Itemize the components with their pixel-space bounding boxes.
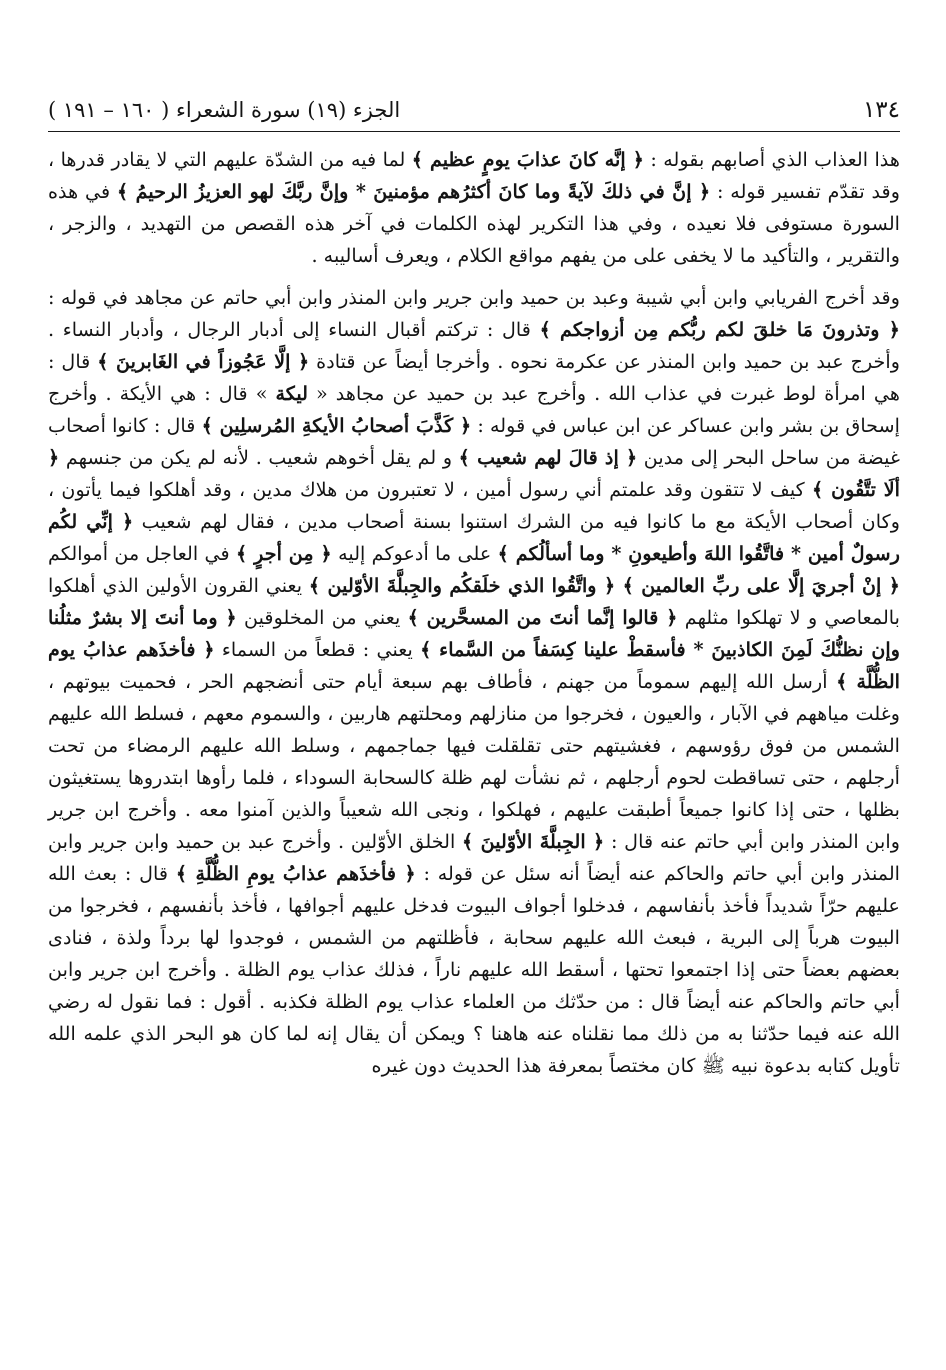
paragraph-text: وقد أخرج الفريابي وابن أبي شيبة وعبد بن حميد وابن جرير وابن المنذر وابن أبي حاتم عن مجاهد في قوله : xyxy=(48,286,900,309)
quran-verse: ﴿ فأخذَهم عذابُ يومِ الظُّلَّةِ ﴾ xyxy=(175,862,416,885)
quran-verse: ﴿ إذ قالَ لهم شعيب ﴾ xyxy=(458,446,638,469)
quran-verse: ﴿ وتذرونَ مَا خلقَ لكم ربُّكم مِن أزواجكم ﴾ xyxy=(539,318,901,341)
paragraph-text: في العاجل من أموالكم xyxy=(48,542,236,565)
paragraph-text: الخلق الأوّلين . وأخرج عبد بن حميد وابن جرير وابن المنذر وابن أبي حاتم والحاكم عنه أيضاً أنه سئل عن قوله : xyxy=(48,830,901,885)
quran-verse: ﴿ إنَّه كانَ عذابَ يومٍ عظيم ﴾ xyxy=(411,148,644,171)
quran-verse: ﴿ قالوا إنَّما أنتَ من المسحَّرين ﴾ xyxy=(407,606,678,629)
quran-verse: ﴿ مِن أجرٍ ﴾ xyxy=(236,542,332,565)
paragraph xyxy=(48,282,900,1082)
paragraph-text: قال : كانوا أصحاب غيضة من ساحل البحر إلى مدين xyxy=(48,414,901,469)
paragraph-text: قال : هي امرأة لوط غبرت في عذاب الله . وأخرج عبد بن حميد عن مجاهد « xyxy=(48,350,900,405)
quran-verse: ﴿ إلَّا عَجُوزاً في الغَابرينَ ﴾ xyxy=(97,350,310,373)
paragraph xyxy=(48,144,900,272)
quran-verse: ﴿ كَذَّبَ أصحابُ الأيكةِ المُرسلِين ﴾ xyxy=(201,414,472,437)
paragraph-text: يعني : قطعاً من السماء xyxy=(214,638,421,661)
quran-verse: ﴿ إنَّ في ذلكَ لآيةً وما كانَ أكثرُهم مؤمنينَ * وإنَّ ربَّكَ لهو العزيزُ الرحيمُ ﴾ xyxy=(117,180,711,203)
paragraph-text: » قال : هي الأيكة . وأخرج إسحاق بن بشر وابن عساكر عن ابن عباس في قوله : xyxy=(48,382,900,437)
page-number: ١٣٤ xyxy=(862,97,900,123)
paragraph-text: قال : بعث الله عليهم حرّاً شديداً فأخذ بأنفاسهم ، فدخلوا أجواف البيوت فدخل عليهم أجوافها ، فأخذ بأنفسهم ، فخرجوا من البيوت هرباً إلى البرية ، فبعث الله عليهم سحابة ، فأظلتهم من الشمس ، فوجدوا لها برداً ولذة ، فنادى بعضهم بعضاً حتى إذا اجتمعوا تحتها ، أسقط الله عليهم ناراً ، فذلك عذاب يوم الظلة . وأخرج ابن جرير وابن أبي حاتم والحاكم عنه أيضاً قال : من حدّثك من العلماء عذاب يوم الظلة فكذبه . أقول : فما نقول له رضي الله عنه فيما حدّثنا به من ذلك مما نقلناه عنه هاهنا ؟ ويمكن أن يقال إنه لما كان هو البحر الذي علمه الله تأويل كتابه بدعوة نبيه ﷺ كان مختصاً بمعرفة هذا الحديث دون غيره xyxy=(48,862,900,1077)
paragraph-text: قال : تركتم أقبال النساء إلى أدبار الرجال ، وأدبار النساء . وأخرج عبد بن حميد وابن المنذر عن عكرمة نحوه . وأخرجا أيضاً عن قتادة xyxy=(48,318,901,373)
paragraph-text: يعني القرون الأولين الذي أهلكوا بالمعاصي و لا تهلكوا مثلهم xyxy=(48,574,900,629)
quran-verse: ﴿ إنْ أجريَ إلَّا على ربِّ العالمين ﴾ ﴿ واتَّقُوا الذي خلَقكُم والجِبلَّةَ الأوّلين ﴾ xyxy=(308,574,900,597)
quran-verse: ﴿ فأخذَهم عذابُ يوم الظُّلَّة ﴾ xyxy=(48,638,900,693)
page-header xyxy=(48,92,900,128)
quran-verse: ﴿ إنِّي لكُم رسولٌ أمين * فاتَّقُوا اللهَ وأطيعونِ * وما أسألُكم ﴾ xyxy=(48,510,900,565)
header-rule xyxy=(48,131,900,132)
running-title: الجزء (١٩) سورة الشعراء ( ١٦٠ – ١٩١ ) xyxy=(48,98,401,122)
paragraph-text: أرسل الله إليهم سموماً من جهنم ، فأطاف بهم سبعة أيام حتى أنضجهم الحر ، فحميت بيوتهم ، وغلت مياههم في الآبار ، والعيون ، فخرجوا من منازلهم ومحلتهم هاربين ، والسموم معهم ، فسلط الله عليهم الشمس من فوق رؤوسهم ، فغشيتهم حتى تقلقلت فيها جماجمهم ، وسلط الله عليهم الرمضاء من تحت أرجلهم ، حتى تساقطت لحوم أرجلهم ، ثم نشأت لهم ظلة كالسحابة السوداء ، فلما رأوها ابتدروها يستغيثون بظلها ، حتى إذا كانوا جميعاً أطبقت عليهم ، فهلكوا ، ونجى الله شعيباً والذين آمنوا معه . وأخرج ابن جرير وابن المنذر وابن أبي حاتم عنه قال : xyxy=(48,670,900,853)
paragraph-text: في هذه السورة مستوفى فلا نعيده ، وفي هذا التكرير لهذه الكلمات في آخر هذه القصص من التهديد ، والزجر ، والتقرير ، والتأكيد ما لا يخفى على من يفهم مواقع الكلام ، ويعرف أساليبه . xyxy=(48,180,900,267)
quran-verse: ﴿ الجِبلَّةَ الأوّلينَ ﴾ xyxy=(462,830,605,853)
paragraph-text: لما فيه من الشدّة عليهم التي لا يقادر قدرها ، وقد تقدّم تفسير قوله : xyxy=(48,148,900,203)
quran-verse: ليكة xyxy=(275,382,308,405)
paragraph-text: هذا العذاب الذي أصابهم بقوله : xyxy=(643,148,900,171)
body-text xyxy=(48,144,900,1082)
paragraph-text: و لم يقل أخوهم شعيب . لأنه لم يكن من جنسهم xyxy=(59,446,459,469)
paragraph-text: يعني من المخلوقين xyxy=(236,606,408,629)
paragraph-text: كيف لا تتقون وقد علمتم أني رسول أمين ، لا تعتبرون من هلاك مدين ، وقد أهلكوا فيما يأتون ، وكان أصحاب الأيكة مع ما كانوا فيه من الشرك استنوا بسنة أصحاب مدين ، فقال لهم شعيب xyxy=(48,478,900,533)
quran-verse: ﴿ ألَا تتَّقُون ﴾ xyxy=(48,446,900,501)
paragraph-text: على ما أدعوكم إليه xyxy=(331,542,498,565)
quran-verse: ﴿ وما أنتَ إلا بشرٌ مثلُنا وإن نظنُّكَ لَمِنَ الكاذبينَ * فأسقطْ علينا كِسَفاً من السَّماء ﴾ xyxy=(48,606,901,661)
